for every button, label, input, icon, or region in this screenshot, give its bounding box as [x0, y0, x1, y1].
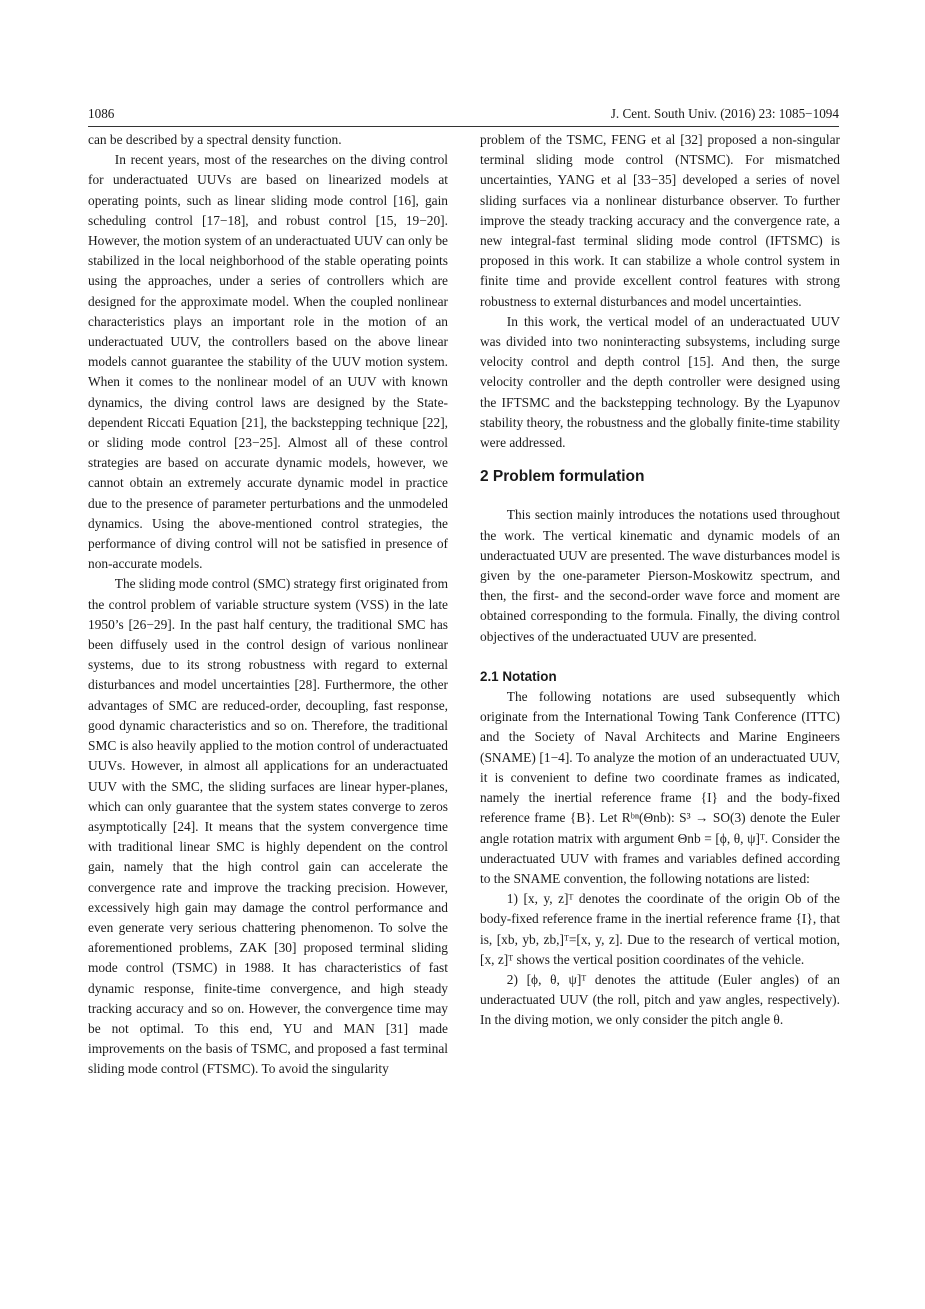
right-column — [480, 130, 840, 1031]
paragraph: 2) [ϕ, θ, ψ]ᵀ denotes the attitude (Euler angles) of an underactuated UUV (the roll, pitch and yaw angles, respectively). In the diving motion, we only consider the pitch angle θ. — [480, 971, 840, 1028]
paragraph: problem of the TSMC, FENG et al [32] proposed a non-singular terminal sliding mode control (NTSMC). For mismatched uncertainties, YANG et al [33−35] developed a series of novel sliding surfaces via a nonlinear disturbance observer. To further improve the steady tracking accuracy and the convergence rate, a new integral-fast terminal sliding mode control (IFTSMC) is proposed in this work. It can stabilize a whole control system in finite time and provide excellent control features with strong robustness to external disturbances and model uncertainties. — [480, 132, 840, 309]
page-header — [88, 106, 839, 124]
journal-citation: J. Cent. South Univ. (2016) 23: 1085−1094 — [610, 106, 839, 121]
left-column — [88, 130, 448, 1080]
paragraph: can be described by a spectral density function. — [88, 132, 342, 147]
section-heading: 2 Problem formulation — [480, 468, 645, 486]
paragraph: This section mainly introduces the notations used throughout the work. The vertical kinematic and dynamic models of an underactuated UUV are presented. The wave disturbances model is given by the one-parameter Pierson-Moskowitz spectrum, and then, the first- and the second-order wave force and moment are obtained corresponding to the formula. Finally, the diving control objectives of the underactuated UUV are presented. — [480, 507, 840, 644]
paragraph: 1) [x, y, z]ᵀ denotes the coordinate of the origin Ob of the body-fixed reference frame in the inertial reference frame {I}, that is, [xb, yb, zb,]ᵀ=[x, y, z]. Due to the research of vertical motion, [x, z]ᵀ shows the vertical position coordinates of the vehicle. — [480, 891, 840, 967]
paragraph: In recent years, most of the researches on the diving control for underactuated UUVs are based on linearized models at operating points, such as linear sliding mode control [16], gain scheduling control [17−18], and robust control [15, 19−20]. However, the motion system of an underactuated UUV can only be stabilized in the local neighborhood of the stable operating points using the approaches, under a series of controllers which are designed for the approximate model. When the coupled nonlinear characteristics plays an important role in the motion of an underactuated UUV, the controllers based on the above linear models cannot guarantee the stability of the UUV motion system. When it comes to the nonlinear model of an UUV with known dynamics, the diving control laws are designed by the State-dependent Riccati Equation [21], the backstepping technique [22], or sliding mode control [23−25]. Almost all of these control strategies are based on accurate dynamic models, however, we cannot obtain an extremely accurate dynamic model in practice due to the presence of parameter perturbations and the unmodeled dynamics. Using the above-mentioned control strategies, the performance of diving control will not be satisfied in presence of non-accurate models. — [88, 152, 448, 572]
paragraph: In this work, the vertical model of an underactuated UUV was divided into two noninteracting subsystems, including surge velocity control and depth control [15]. And then, the surge velocity controller and the depth controller were designed using the IFTSMC and the backstepping technology. By the Lyapunov stability theory, the robustness and the globally finite-time stability were addressed. — [480, 313, 840, 451]
subsection-heading: 2.1 Notation — [480, 668, 557, 684]
paragraph: The following notations are used subsequently which originate from the International Towing Tank Conference (ITTC) and the Society of Naval Architects and Marine Engineers (SNAME) [1−4]. To analyze the motion of an underactuated UUV, it is convenient to define two coordinate frames as indicated, namely the inertial reference frame {I} and the body-fixed reference frame {B}. Let Rᵇⁿ(Θnb): S³ → SO(3) denote the Euler angle rotation matrix with argument Θnb = [ϕ, θ, ψ]ᵀ. Consider the underactuated UUV with frames and variables defined according to the SNAME convention, the following notations are listed: — [480, 689, 840, 886]
page-number: 1086 — [88, 106, 115, 121]
paragraph: The sliding mode control (SMC) strategy first originated from the control problem of variable structure system (VSS) in the late 1950’s [26−29]. In the past half century, the traditional SMC has been diffusely used in the control design of various nonlinear systems, due to its strong robustness with regard to external disturbances and model uncertainties [28]. Furthermore, the other advantages of SMC are reduced-order, decoupling, fast response, good dynamic characteristics and so on. Therefore, the traditional SMC is also heavily applied to the motion control of underactuated UUVs. However, in almost all applications for an underactuated UUV with the SMC, the sliding surfaces are linear hyper-planes, which can only guarantee that the system states converge to zeros asymptotically [24]. It means that the system convergence time with traditional linear SMC is highly dependent on the control gain, namely that the high control gain can accelerate the convergence rate and improve the tracking precision. However, excessively high gain may damage the control performance and even generate very serious chattering phenomenon. To solve the aforementioned problems, ZAK [30] proposed terminal sliding mode control (TSMC) in 1988. It has characteristics of fast dynamic response, finite-time convergence, and high steady tracking accuracy and so on. However, the convergence time may be not optimal. To this end, YU and MAN [31] made improvements on the basis of TSMC, and proposed a fast terminal sliding mode control (FTSMC). To avoid the singularity — [88, 576, 449, 1077]
header-rule — [88, 126, 839, 127]
